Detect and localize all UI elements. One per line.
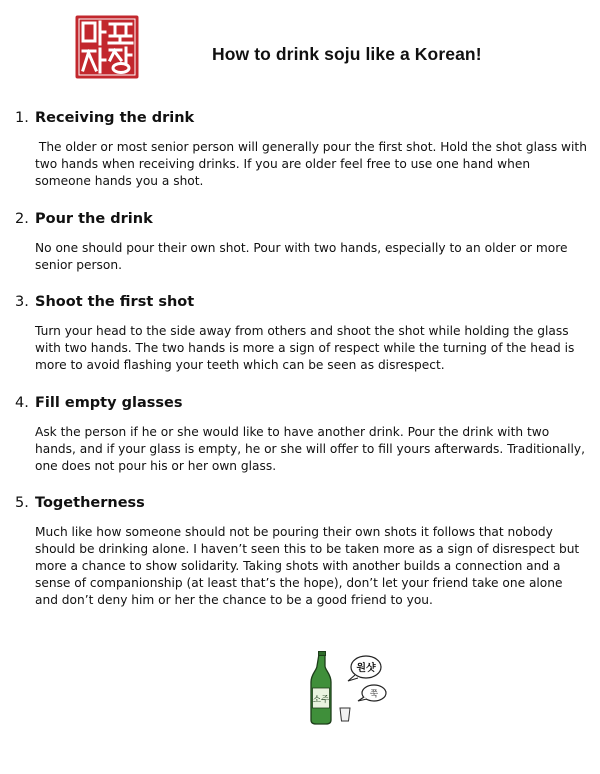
section-pour-the-drink [15,211,587,274]
bottle-cap-icon [319,652,326,656]
section-receiving-the-drink [15,110,591,190]
section-title: Shoot the first shot [35,294,195,310]
section-heading [15,110,587,126]
section-number: 3. [15,294,29,310]
speech-bubble-text: 원샷 [356,663,376,674]
section-heading [15,294,587,310]
section-number: 1. [15,110,29,126]
section-heading [15,395,587,411]
red-seal-logo-icon [74,14,140,80]
bottle-label-text: 소주 [312,695,330,705]
section-body: Turn your head to the side away from others and shoot the shot while holding the glass with two hands. The two hands is more a sign of respect while the turning of the head is more to avoid flashing your teeth which can be seen as disrespect. [35,324,575,372]
section-heading [15,495,587,511]
section-title: Pour the drink [35,211,153,227]
section-togetherness [15,495,587,609]
section-fill-empty-glasses [15,395,587,475]
section-body: The older or most senior person will generally pour the first shot. Hold the shot glass with two hands when receiving drinks. If you are older feel free to use one hand when someone hands you a shot. [35,140,591,188]
section-title: Receiving the drink [35,110,195,126]
section-body: No one should pour their own shot. Pour with two hands, especially to an older or more senior person. [35,241,568,272]
speech-bubble-text: 쭉 [369,689,379,700]
soju-bottle-and-glass-icon [300,650,392,726]
section-number: 5. [15,495,29,511]
section-heading [15,211,587,227]
section-body: Much like how someone should not be pouring their own shots it follows that nobody should be drinking alone. I haven’t seen this to be taken more as a sign of disrespect but more a chance to show solidarity. Taking shots with another builds a connection and a sense of companionship (at least that’s the hope), don’t let your friend take one alone and don’t deny him or her the chance to be a good friend to you. [35,525,580,607]
section-shoot-the-first-shot [15,294,587,374]
section-title: Fill empty glasses [35,395,183,411]
section-number: 4. [15,395,29,411]
page-title: How to drink soju like a Korean! [212,44,482,64]
section-number: 2. [15,211,29,227]
shot-glass-icon [340,708,350,721]
section-title: Togetherness [35,495,145,511]
section-body: Ask the person if he or she would like to have another drink. Pour the drink with two hands, and if your glass is empty, he or she will offer to fill yours afterwards. Traditionally, one does not pour his or her own glass. [35,425,586,473]
